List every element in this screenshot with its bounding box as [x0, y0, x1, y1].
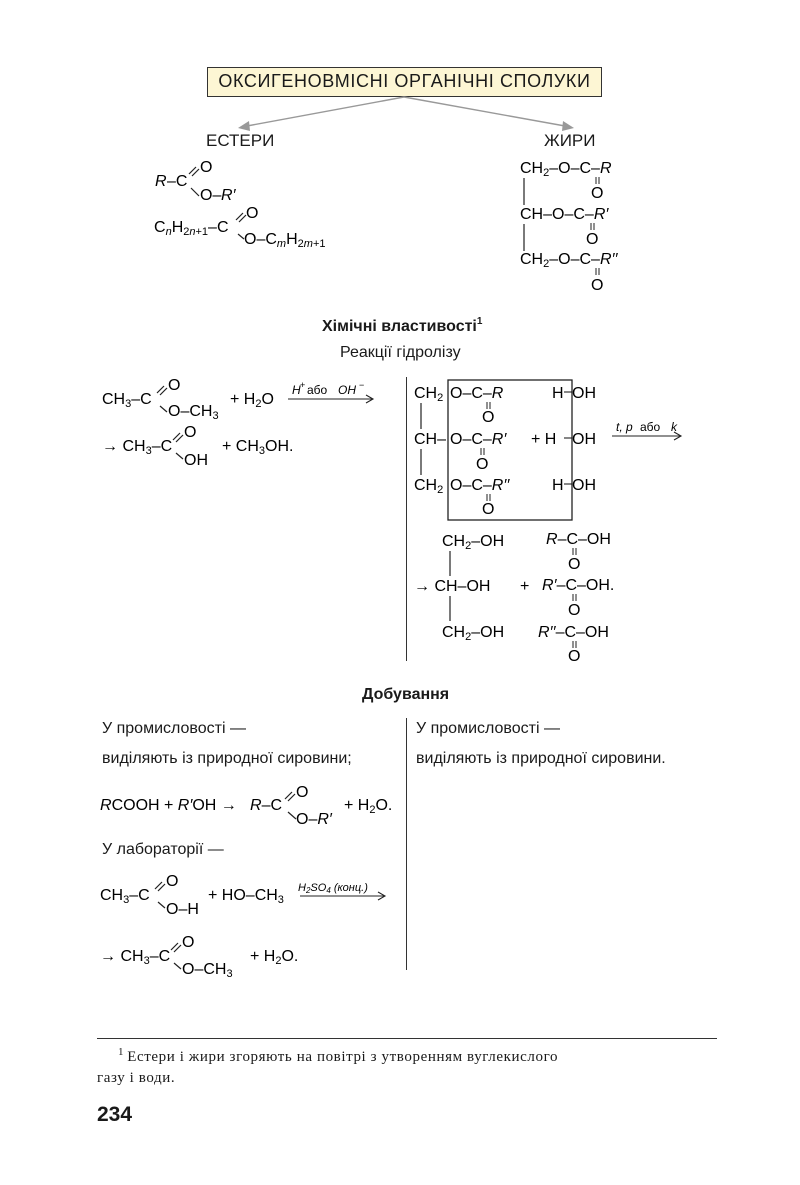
svg-text:+: + [300, 380, 306, 390]
footnote [118, 1046, 558, 1066]
svg-text:CH2–OH: CH2–OH [442, 624, 505, 643]
svg-text:O: O [182, 934, 195, 951]
svg-text:R′: R′ [221, 187, 236, 204]
svg-text:CH–: CH– [414, 431, 447, 448]
footnote-line1: Естери і жири згоряють на повітрі з утворенням вуглекислого [127, 1049, 559, 1065]
svg-text:O: O [591, 277, 604, 294]
esterification-general [100, 784, 400, 835]
svg-text:O: O [296, 784, 309, 801]
svg-text:k: k [671, 420, 677, 434]
svg-text:RCOOH + R′OH →: RCOOH + R′OH → [100, 797, 237, 814]
page-number: 234 [97, 1103, 133, 1126]
ester-formula-homolog [154, 202, 354, 257]
svg-text:H: H [552, 477, 564, 494]
svg-text:OH: OH [572, 431, 596, 448]
lab-label: У лабораторії — [102, 841, 224, 858]
svg-text:R–C–OH: R–C–OH [546, 531, 611, 548]
svg-text:CH–O–C–R′: CH–O–C–R′ [520, 206, 609, 223]
svg-text:O: O [482, 501, 495, 518]
svg-text:R′–C–OH.: R′–C–OH. [542, 577, 615, 594]
svg-text:H2SO4 (конц.): H2SO4 (конц.) [298, 882, 368, 895]
svg-text:O: O [568, 648, 581, 661]
ester-hydrolysis-reaction [102, 374, 392, 479]
svg-text:CH2: CH2 [414, 477, 444, 496]
svg-text:O: O [568, 556, 581, 573]
svg-text:O–C–R′: O–C–R′ [450, 431, 507, 448]
classification-arrows [0, 0, 800, 160]
svg-text:O–: O– [200, 187, 222, 204]
svg-text:O: O [168, 377, 181, 394]
svg-text:t, p: t, p [616, 420, 633, 434]
fats-heading: ЖИРИ [544, 131, 596, 150]
svg-text:O–CH3: O–CH3 [182, 961, 233, 980]
hydrolysis-heading: Реакції гідролізу [340, 344, 461, 361]
svg-text:−: − [359, 380, 365, 390]
svg-text:O: O [482, 409, 495, 426]
svg-text:→ CH3–C: → CH3–C [102, 438, 173, 457]
svg-text:O: O [246, 205, 259, 222]
column-divider-bottom [406, 718, 407, 970]
svg-text:OH: OH [572, 477, 596, 494]
fat-hydrolysis-reaction [414, 376, 694, 666]
svg-text:CH3–C: CH3–C [100, 887, 150, 906]
production-heading: Добування [362, 686, 450, 703]
svg-text:CnH2n+1–C: CnH2n+1–C [154, 219, 229, 238]
svg-text:O–CH3: O–CH3 [168, 403, 219, 422]
svg-text:або: або [640, 420, 661, 434]
esters-heading: ЕСТЕРИ [206, 131, 275, 150]
svg-text:O: O [200, 160, 213, 176]
fats-industry-label: У промисловості — [416, 720, 560, 737]
svg-text:CH2: CH2 [414, 385, 444, 404]
svg-text:CH3–C: CH3–C [102, 391, 152, 410]
svg-text:–C: –C [167, 173, 188, 190]
svg-text:O–H: O–H [166, 901, 199, 918]
svg-text:H: H [552, 385, 564, 402]
svg-text:O–C–R: O–C–R [450, 385, 504, 402]
svg-text:+ HO–CH3: + HO–CH3 [208, 887, 284, 906]
svg-text:+ H2O.: + H2O. [250, 948, 299, 967]
svg-text:+ H: + H [531, 431, 557, 448]
svg-text:O: O [586, 231, 599, 248]
svg-text:H: H [292, 383, 301, 397]
chemical-properties-heading: Хімічні властивості$^1$ [322, 316, 483, 335]
svg-text:O–R′: O–R′ [296, 811, 332, 828]
svg-text:+: + [520, 578, 530, 595]
svg-text:O: O [591, 185, 604, 202]
svg-text:O: O [476, 456, 489, 473]
svg-text:або: або [307, 383, 328, 397]
svg-text:CH2–O–C–R′′: CH2–O–C–R′′ [520, 251, 618, 270]
fat-formula-general [515, 152, 665, 302]
svg-text:R–C: R–C [250, 797, 283, 814]
svg-text:+ CH3OH.: + CH3OH. [222, 438, 294, 457]
footnote-marker: 1 [118, 1046, 124, 1058]
svg-text:O: O [184, 424, 197, 441]
svg-text:OH: OH [184, 452, 208, 469]
svg-text:+ H2O: + H2O [230, 391, 274, 410]
svg-text:O–CmH2m+1: O–CmH2m+1 [244, 231, 326, 250]
fats-industry-text: виділяють із природної сировини. [416, 750, 666, 767]
svg-text:→ CH–OH: → CH–OH [414, 578, 491, 595]
esters-industry-label: У промисловості — [102, 720, 246, 737]
svg-text:O–C–R′′: O–C–R′′ [450, 477, 510, 494]
page-title: ОКСИГЕНОВМІСНІ ОРГАНІЧНІ СПОЛУКИ [207, 67, 602, 97]
svg-text:→ CH3–C: → CH3–C [100, 948, 171, 967]
svg-text:O: O [166, 873, 179, 890]
svg-text:CH2–O–C–R: CH2–O–C–R [520, 160, 612, 179]
footnote-divider [97, 1038, 717, 1039]
svg-text:O: O [568, 602, 581, 619]
esterification-lab [100, 870, 400, 985]
svg-text:+ H2O.: + H2O. [344, 797, 393, 816]
svg-text:R: R [155, 173, 167, 190]
svg-text:R′′–C–OH: R′′–C–OH [538, 624, 609, 641]
column-divider-top [406, 377, 407, 661]
esters-industry-text: виділяють із природної сировини; [102, 750, 352, 767]
footnote-ref: 1 [476, 316, 483, 327]
svg-text:CH2–OH: CH2–OH [442, 533, 505, 552]
svg-text:OH: OH [338, 383, 356, 397]
footnote-line2: газу і води. [97, 1070, 176, 1086]
svg-text:OH: OH [572, 385, 596, 402]
